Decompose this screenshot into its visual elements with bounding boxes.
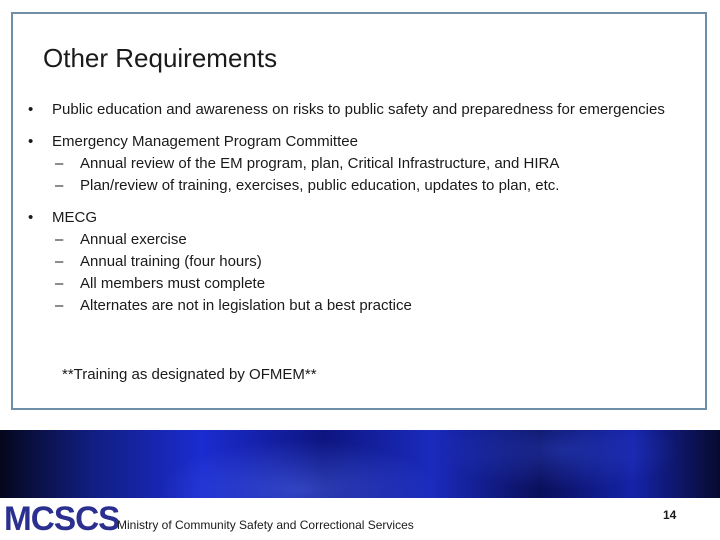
sub-item	[48, 153, 668, 175]
ministry-name: Ministry of Community Safety and Correctional Services	[117, 518, 414, 532]
sub-item	[48, 295, 668, 317]
bullet-text: MECG	[52, 209, 97, 226]
bullet-text: Emergency Management Program Committee	[52, 133, 358, 150]
decorative-banner	[0, 430, 720, 498]
page-number: 14	[663, 508, 677, 522]
sub-item	[48, 251, 668, 273]
sub-item	[48, 229, 668, 251]
sub-marker: –	[55, 155, 64, 172]
sub-item-text: All members must complete	[80, 275, 266, 292]
bullet-item	[28, 99, 668, 121]
slide-title: Other Requirements	[43, 43, 278, 73]
sub-item-text: Annual training (four hours)	[80, 253, 262, 270]
bullet-item	[28, 131, 668, 197]
training-note: **Training as designated by OFMEM**	[62, 366, 317, 383]
banner-glow	[0, 430, 720, 498]
bullet-text: Public education and awareness on risks to public safety and preparedness for emergencies	[52, 101, 665, 118]
sub-item-text: Alternates are not in legislation but a best practice	[80, 297, 412, 314]
bullet-marker: •	[28, 209, 34, 226]
sub-marker: –	[55, 253, 64, 270]
bullet-marker: •	[28, 101, 34, 118]
sub-item-text: Plan/review of training, exercises, public education, updates to plan, etc.	[80, 177, 560, 194]
sub-item	[48, 273, 668, 295]
sub-marker: –	[55, 275, 64, 292]
sub-marker: –	[55, 177, 64, 194]
bullet-list	[28, 99, 668, 327]
sub-item-text: Annual review of the EM program, plan, Critical Infrastructure, and HIRA	[80, 155, 560, 172]
sub-marker: –	[55, 231, 64, 248]
sub-marker: –	[55, 297, 64, 314]
bullet-item	[28, 207, 668, 317]
bullet-marker: •	[28, 133, 34, 150]
sub-item-text: Annual exercise	[80, 231, 187, 248]
sub-item	[48, 175, 668, 197]
mcscs-logo: MCSCS	[4, 500, 120, 538]
